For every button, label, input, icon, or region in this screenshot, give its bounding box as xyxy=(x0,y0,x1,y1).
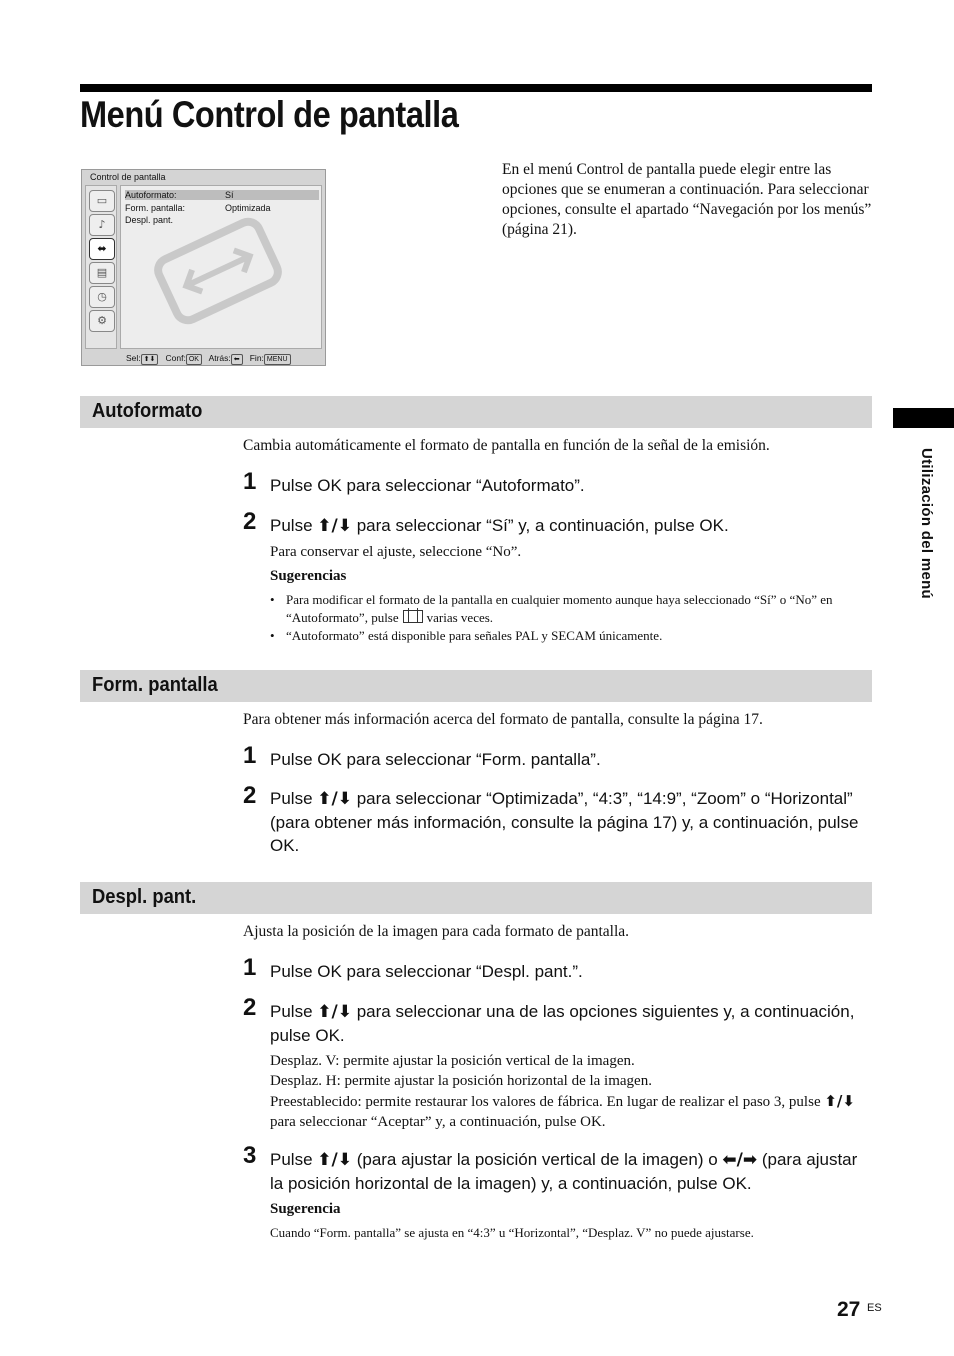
section-bar-autoformato xyxy=(80,396,872,428)
section-desc: Cambia automáticamente el formato de pantalla en función de la señal de la emisión. xyxy=(243,437,770,454)
step-note: Para conservar el ajuste, seleccione “No”. xyxy=(270,544,522,560)
step-text: Pulse ⬆/⬇ para seleccionar una de las opciones siguientes y, a continuación, pulse OK. xyxy=(270,1002,855,1045)
section-bar-despl-pant xyxy=(80,882,872,914)
step-number: 2 xyxy=(243,782,257,809)
updown-arrow-icon: ⬆/⬇ xyxy=(317,516,352,536)
menu-screenshot xyxy=(81,169,326,366)
step-number: 1 xyxy=(243,742,257,769)
tip-item: • “Autoformato” está disponible para señales PAL y SECAM únicamente. xyxy=(270,628,663,643)
tip-item: • Para modificar el formato de la pantalla en cualquier momento aunque haya seleccionado “Sí” o “No” en “Autoformato”, pulse varias veces. xyxy=(270,592,833,625)
picture-icon: ▭ xyxy=(89,190,115,212)
screen-watermark-icon xyxy=(143,216,293,326)
menu-footer: Sel: ⬆⬇ Conf: OK Atrás: ⬅ Fin: MENU xyxy=(126,353,291,365)
updown-arrow-icon: ⬆/⬇ xyxy=(824,1092,855,1110)
tip-title: Sugerencia xyxy=(270,1201,341,1217)
updown-key-icon: ⬆⬇ xyxy=(141,354,159,365)
tip-text: Cuando “Form. pantalla” se ajusta en “4:3” u “Horizontal”, “Desplaz. V” no puede ajustarse. xyxy=(270,1225,754,1240)
step-text: Pulse ⬆/⬇ (para ajustar la posición vertical de la imagen) o ⬅/➡ (para ajustar la posición horizontal de la imagen) y, a continuación, pulse OK. xyxy=(270,1150,858,1193)
screen-icon: ⬌ xyxy=(89,238,115,260)
step-number: 1 xyxy=(243,954,257,981)
page-language-suffix: ES xyxy=(867,1302,882,1314)
timer-icon: ◷ xyxy=(89,286,115,308)
option-preestablecido: Preestablecido: permite restaurar los valores de fábrica. En lugar de realizar el paso 3, pulse ⬆/⬇ para seleccionar “Aceptar” y, a continuación, pulse OK. xyxy=(270,1092,855,1130)
leftright-arrow-icon: ⬅/➡ xyxy=(722,1150,758,1170)
menu-panel xyxy=(120,185,322,349)
wide-mode-icon xyxy=(403,610,423,623)
top-rule xyxy=(80,84,872,92)
tips-title: Sugerencias xyxy=(270,568,347,584)
intro-paragraph: En el menú Control de pantalla puede elegir entre las opciones que se enumeran a continuación. Para seleccionar opciones, consulte el apartado “Navegación por los menús” (página 21). xyxy=(502,161,872,238)
section-heading: Form. pantalla xyxy=(92,674,218,696)
option-desplaz-h: Desplaz. H: permite ajustar la posición horizontal de la imagen. xyxy=(270,1073,652,1089)
sound-icon: ♪ xyxy=(89,214,115,236)
side-section-label: Utilización del menú xyxy=(918,448,935,600)
menu-icon-column xyxy=(85,185,117,349)
section-heading: Despl. pant. xyxy=(92,886,197,908)
page-title: Menú Control de pantalla xyxy=(80,94,459,135)
step-text: Pulse OK para seleccionar “Form. pantalla”. xyxy=(270,750,601,769)
section-bar-form-pantalla xyxy=(80,670,872,702)
menu-header: Control de pantalla xyxy=(90,172,166,182)
section-desc: Para obtener más información acerca del formato de pantalla, consulte la página 17. xyxy=(243,711,763,728)
side-tab-marker xyxy=(893,408,954,428)
updown-arrow-icon: ⬆/⬇ xyxy=(317,789,352,809)
menu-row-form-pantalla: Form. pantalla: Optimizada xyxy=(125,203,271,213)
features-icon: ▤ xyxy=(89,262,115,284)
menu-row-autoformato: Autoformato: Sí xyxy=(125,190,319,200)
page-number: 27 xyxy=(837,1298,861,1321)
step-number: 2 xyxy=(243,508,257,535)
step-text: Pulse ⬆/⬇ para seleccionar “Optimizada”, “4:3”, “14:9”, “Zoom” o “Horizontal” (para obtener más información, consulte la página 17) y, a continuación, pulse OK. xyxy=(270,789,859,855)
step-number: 2 xyxy=(243,994,257,1021)
menu-row-despl-pant: Despl. pant. xyxy=(125,215,174,225)
section-desc: Ajusta la posición de la imagen para cada formato de pantalla. xyxy=(243,923,630,940)
updown-arrow-icon: ⬆/⬇ xyxy=(317,1150,352,1170)
step-text: Pulse OK para seleccionar “Autoformato”. xyxy=(270,476,585,495)
option-desplaz-v: Desplaz. V: permite ajustar la posición vertical de la imagen. xyxy=(270,1053,635,1069)
updown-arrow-icon: ⬆/⬇ xyxy=(317,1002,352,1022)
step-text: Pulse ⬆/⬇ para seleccionar “Sí” y, a continuación, pulse OK. xyxy=(270,516,729,536)
step-number: 3 xyxy=(243,1142,257,1169)
step-number: 1 xyxy=(243,468,257,495)
setup-icon: ⚙ xyxy=(89,310,115,332)
back-key-icon: ⬅ xyxy=(231,354,243,365)
section-heading: Autoformato xyxy=(92,400,203,422)
step-text: Pulse OK para seleccionar “Despl. pant.”. xyxy=(270,962,583,981)
